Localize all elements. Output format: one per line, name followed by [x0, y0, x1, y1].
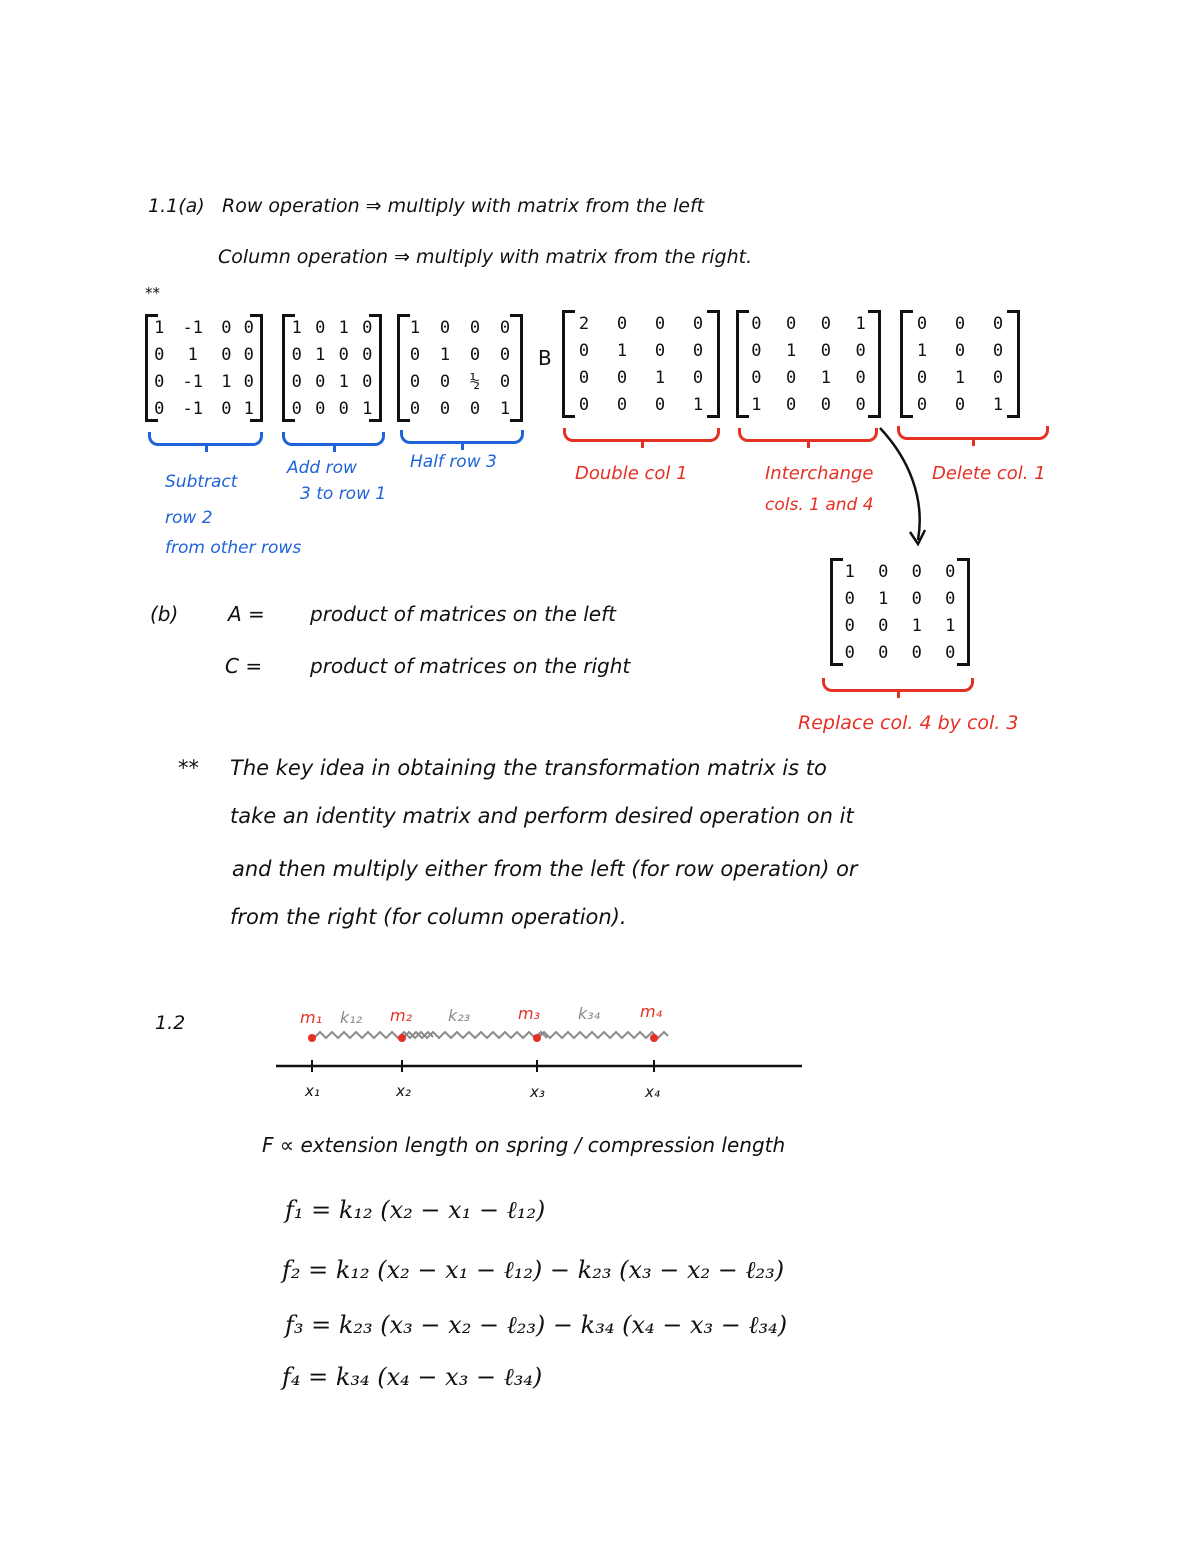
matrix-cell: 0	[439, 317, 451, 338]
matrix-cell: 1	[844, 561, 855, 582]
matrix-row	[565, 310, 717, 337]
matrix-cell: 1	[954, 367, 966, 388]
part-b-label: (b)	[150, 602, 179, 626]
matrix-cell: 0	[911, 588, 922, 609]
matrix-cell: 0	[469, 398, 481, 419]
matrix-cell: 2	[578, 313, 590, 334]
part-b-a-rhs: product of matrices on the left	[310, 602, 616, 626]
matrix-cell: 0	[786, 367, 797, 388]
matrix-cell: 1	[221, 371, 232, 392]
matrix-cell: 0	[409, 344, 421, 365]
matrix-double-col1	[562, 310, 720, 418]
matrix-cell: 0	[692, 313, 704, 334]
matrix-cell: 0	[945, 642, 956, 663]
matrix-cell: 0	[221, 398, 232, 419]
matrix-cell: 0	[992, 340, 1004, 361]
matrix-cell: 1	[878, 588, 889, 609]
matrix-row	[739, 364, 878, 391]
matrix-row	[285, 341, 379, 368]
brace-m2	[282, 432, 385, 446]
matrix-cell: 0	[154, 398, 165, 419]
matrix-cell: 0	[945, 561, 956, 582]
matrix-cell: 0	[992, 367, 1004, 388]
matrix-cell: 1	[315, 344, 326, 365]
brace-m1	[148, 432, 263, 446]
matrix-cell: 1	[499, 398, 511, 419]
matrix-subtract-row2	[145, 314, 263, 422]
matrix-cell: 0	[878, 615, 889, 636]
brace-m7	[822, 678, 974, 692]
matrix-cell: -1	[182, 371, 204, 392]
mass-label-2: m₂	[390, 1006, 412, 1025]
caption-from-other-rows: from other rows	[165, 538, 302, 558]
matrix-cell: 0	[616, 313, 628, 334]
spring-23	[403, 1032, 547, 1038]
matrix-row	[148, 314, 260, 341]
matrix-cell: 0	[911, 561, 922, 582]
matrix-cell: 0	[692, 367, 704, 388]
matrix-cell: -1	[182, 398, 204, 419]
matrix-row	[739, 337, 878, 364]
equation-f2: f₂ = k₁₂ (x₂ − x₁ − ℓ₁₂) − k₂₃ (x₃ − x₂ − ℓ₂₃)	[282, 1256, 785, 1284]
matrix-cell: 0	[654, 313, 666, 334]
matrix-cell: 0	[362, 317, 373, 338]
matrix-cell: 1	[439, 344, 451, 365]
matrix-add-row3-to-row1	[282, 314, 382, 422]
matrix-cell: 0	[844, 642, 855, 663]
matrix-cell: 1	[992, 394, 1004, 415]
mass-1-dot	[308, 1034, 316, 1042]
spring-34	[538, 1032, 668, 1038]
spring-label-12: k₁₂	[340, 1008, 363, 1027]
matrix-cell: 0	[751, 367, 762, 388]
matrix-row	[565, 364, 717, 391]
matrix-cell: 0	[315, 398, 326, 419]
spring-label-34: k₃₄	[578, 1004, 601, 1023]
key-idea-line-4: from the right (for column operation).	[230, 905, 627, 929]
matrix-cell: 1	[692, 394, 704, 415]
matrix-row	[400, 341, 520, 368]
matrix-row	[148, 395, 260, 422]
matrix-row	[903, 391, 1017, 418]
matrix-row	[739, 310, 878, 337]
equation-f1: f₁ = k₁₂ (x₂ − x₁ − ℓ₁₂)	[285, 1196, 546, 1224]
matrix-cell: 1	[187, 344, 198, 365]
matrix-cell: 0	[469, 317, 481, 338]
matrix-row	[565, 337, 717, 364]
matrix-cell: 0	[409, 398, 421, 419]
matrix-row	[148, 341, 260, 368]
matrix-cell: 0	[786, 313, 797, 334]
matrix-row	[285, 368, 379, 395]
matrix-cell: 1	[916, 340, 928, 361]
matrix-cell: 0	[844, 615, 855, 636]
matrix-cell: 0	[954, 340, 966, 361]
spring-label-23: k₂₃	[448, 1006, 471, 1025]
matrix-cell: 0	[751, 340, 762, 361]
matrix-row	[285, 314, 379, 341]
matrix-cell: 0	[945, 588, 956, 609]
matrix-cell: 0	[315, 317, 326, 338]
mass-4-dot	[650, 1034, 658, 1042]
matrix-cell: 0	[243, 317, 254, 338]
brace-m3	[400, 430, 524, 444]
matrix-half-row3	[397, 314, 523, 422]
matrix-row	[833, 639, 967, 666]
brace-m5	[738, 428, 878, 442]
matrix-cell: 0	[878, 642, 889, 663]
matrix-cell: 0	[954, 313, 966, 334]
matrix-row	[833, 585, 967, 612]
matrix-row	[285, 395, 379, 422]
key-idea-stars: **	[178, 756, 199, 780]
matrix-replace-col4	[830, 558, 970, 666]
matrix-row	[400, 395, 520, 422]
matrix-cell: 0	[992, 313, 1004, 334]
matrix-row	[400, 368, 520, 395]
matrix-row	[903, 364, 1017, 391]
position-label-1: x₁	[305, 1082, 320, 1100]
mass-label-3: m₃	[518, 1004, 540, 1023]
force-note: F ∝ extension length on spring / compression length	[262, 1133, 786, 1157]
matrix-cell: 0	[578, 340, 590, 361]
matrix-cell: 0	[911, 642, 922, 663]
matrix-cell: 0	[439, 398, 451, 419]
position-label-4: x₄	[645, 1083, 660, 1101]
matrix-cell: 0	[291, 398, 302, 419]
arrow-to-replace-matrix	[870, 420, 940, 560]
key-idea-line-2: take an identity matrix and perform desired operation on it	[230, 804, 854, 828]
matrix-delete-col1	[900, 310, 1020, 418]
matrix-cell: 0	[154, 371, 165, 392]
matrix-cell: 1	[751, 394, 762, 415]
matrix-cell: 1	[654, 367, 666, 388]
mass-label-1: m₁	[300, 1008, 322, 1027]
matrix-cell: 0	[338, 398, 349, 419]
position-label-3: x₃	[530, 1083, 545, 1101]
brace-m4	[563, 428, 720, 442]
matrix-cell: 0	[751, 313, 762, 334]
caption-double-col1: Double col 1	[575, 463, 688, 484]
matrix-cell: 0	[154, 344, 165, 365]
matrix-cell: 0	[916, 367, 928, 388]
matrix-cell: 0	[243, 344, 254, 365]
matrix-cell: 0	[221, 317, 232, 338]
matrix-cell: 1	[291, 317, 302, 338]
matrix-cell: 0	[362, 344, 373, 365]
caption-add-row: Add row	[287, 458, 357, 478]
matrix-cell: 1	[855, 313, 866, 334]
matrix-cell: 0	[338, 344, 349, 365]
mass-3-dot	[533, 1034, 541, 1042]
key-idea-line-3: and then multiply either from the left (for row operation) or	[232, 857, 858, 881]
matrix-cell: 0	[499, 371, 511, 392]
matrix-interchange-cols	[736, 310, 881, 418]
row-operation-line: Row operation ⇒ multiply with matrix from the left	[222, 195, 705, 217]
matrix-cell: 1	[616, 340, 628, 361]
matrix-cell: 1	[338, 371, 349, 392]
position-label-2: x₂	[396, 1082, 411, 1100]
equation-f4: f₄ = k₃₄ (x₄ − x₃ − ℓ₃₄)	[282, 1363, 543, 1391]
matrix-cell: 0	[820, 394, 831, 415]
matrix-row	[833, 558, 967, 585]
matrix-cell: 0	[439, 371, 451, 392]
matrix-cell: 0	[692, 340, 704, 361]
matrix-cell: 0	[315, 371, 326, 392]
caption-cols-1-and-4: cols. 1 and 4	[765, 495, 874, 515]
matrix-cell: 0	[499, 317, 511, 338]
matrix-cell: 1	[820, 367, 831, 388]
caption-delete-col1: Delete col. 1	[932, 463, 1046, 484]
matrix-cell: 0	[499, 344, 511, 365]
matrix-row	[903, 310, 1017, 337]
part-b-a-lhs: A =	[228, 602, 265, 626]
matrix-cell: 0	[916, 394, 928, 415]
key-idea-line-1: The key idea in obtaining the transformation matrix is to	[230, 756, 827, 780]
matrix-cell: 0	[616, 394, 628, 415]
caption-subtract: Subtract	[165, 472, 238, 492]
caption-replace-col4: Replace col. 4 by col. 3	[798, 712, 1019, 734]
matrix-cell: 0	[409, 371, 421, 392]
matrix-cell: 0	[878, 561, 889, 582]
part-a-label: 1.1(a)	[148, 195, 205, 217]
matrix-cell: 0	[654, 394, 666, 415]
matrix-cell: 0	[855, 367, 866, 388]
matrix-row	[565, 391, 717, 418]
matrix-row	[148, 368, 260, 395]
caption-subtract-row2: row 2	[165, 508, 213, 528]
matrix-cell: 0	[844, 588, 855, 609]
matrix-cell: 0	[362, 371, 373, 392]
caption-interchange: Interchange	[765, 463, 874, 484]
part-12-label: 1.2	[155, 1012, 186, 1034]
column-operation-line: Column operation ⇒ multiply with matrix from the right.	[218, 246, 753, 268]
matrix-cell: 1	[409, 317, 421, 338]
caption-3-to-row1: 3 to row 1	[300, 484, 387, 504]
part-b-c-lhs: C =	[225, 654, 263, 678]
matrix-cell: 1	[786, 340, 797, 361]
matrix-cell: 0	[820, 313, 831, 334]
mass-2-dot	[398, 1034, 406, 1042]
matrix-cell: 0	[578, 367, 590, 388]
matrix-cell: 0	[578, 394, 590, 415]
caption-half-row3: Half row 3	[410, 452, 497, 472]
matrix-cell: 0	[786, 394, 797, 415]
matrix-cell: 1	[338, 317, 349, 338]
matrix-cell: 0	[954, 394, 966, 415]
matrix-cell: 0	[855, 394, 866, 415]
matrix-cell: 0	[291, 344, 302, 365]
part-b-c-rhs: product of matrices on the right	[310, 654, 631, 678]
matrix-cell: 0	[855, 340, 866, 361]
matrix-cell: 1	[362, 398, 373, 419]
double-star: **	[145, 284, 160, 302]
matrix-cell: 0	[616, 367, 628, 388]
matrix-cell: 0	[654, 340, 666, 361]
matrix-row	[400, 314, 520, 341]
matrix-cell: 0	[820, 340, 831, 361]
matrix-row	[739, 391, 878, 418]
matrix-cell: 0	[291, 371, 302, 392]
matrix-cell: 0	[469, 344, 481, 365]
matrix-cell: 0	[916, 313, 928, 334]
matrix-row	[833, 612, 967, 639]
matrix-cell: 1	[911, 615, 922, 636]
matrix-cell: 1	[243, 398, 254, 419]
equation-f3: f₃ = k₂₃ (x₃ − x₂ − ℓ₂₃) − k₃₄ (x₄ − x₃ − ℓ₃₄)	[285, 1311, 788, 1339]
mass-label-4: m₄	[640, 1002, 662, 1021]
matrix-row	[903, 337, 1017, 364]
matrix-b-label: B	[538, 346, 552, 370]
matrix-cell: 0	[243, 371, 254, 392]
matrix-cell: 1	[945, 615, 956, 636]
matrix-cell: -1	[182, 317, 204, 338]
matrix-cell: ½	[469, 371, 481, 392]
matrix-cell: 1	[154, 317, 165, 338]
matrix-cell: 0	[221, 344, 232, 365]
